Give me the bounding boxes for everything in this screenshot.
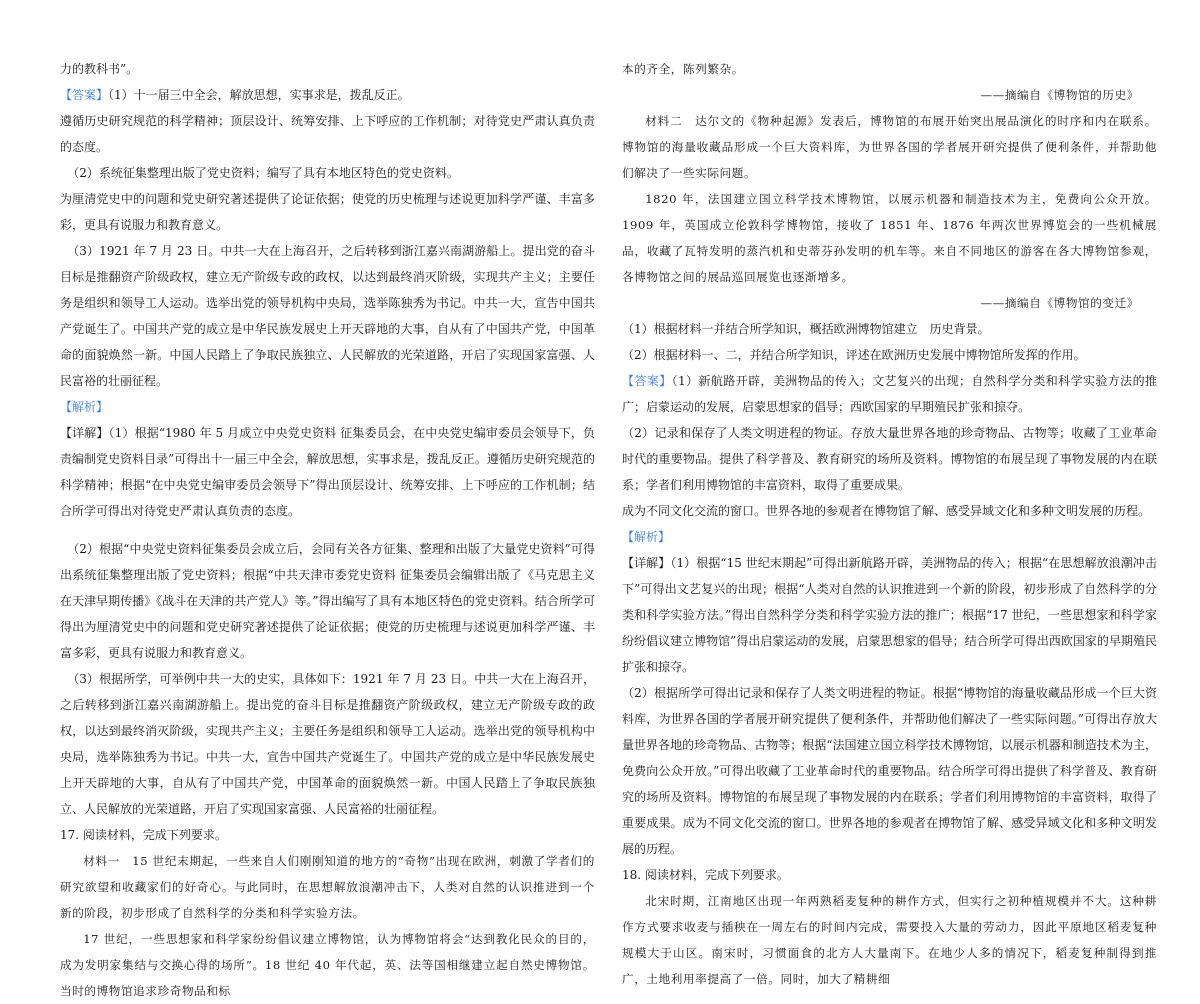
right-column [622,56,1157,992]
detail-text: （1）根据“15 世纪末期起”可得出新航路开辟，美洲物品的传入；根据“在思想解放浪潮冲击下”可得出文艺复兴的出现；根据“人类对自然的认识推进到一个新的阶段，初步形成了自然科学的分类和科学实验方法。”得出自然科学分类和科学实验方法的推广；根据“17 世纪，一些思想家和科学家纷纷倡议建立博物馆”得出启蒙运动的发展，启蒙思想家的倡导；结合所学可得出西欧国家的早期殖民扩张和掠夺。 [622,556,1157,674]
paragraph: （2）根据“中央党史资料征集委员会成立后，会同有关各方征集、整理和出版了大量党史资料”可得出系统征集整理出版了党史资料；根据“中共天津市委党史资料 征集委员会编辑出版了《马克思主义在天津早期传播》《战斗在天津的共产党人》等。”得出编写了具有本地区特色的党史资料。结合所学可得出为厘清党史中的问题和党史研究著述提供了论证依据；使党的历史梳理与述说更加科学严谨、丰富多彩，更具有说服力和教育意义。 [60,542,595,660]
question-item: （1）根据材料一并结合所学知识，概括欧洲博物馆建立 历史背景。 [622,322,990,336]
paragraph: 为厘清党史中的问题和党史研究著述提供了论证依据；使党的历史梳理与述说更加科学严谨、丰富多彩，更具有说服力和教育意义。 [60,192,595,232]
paragraph: 成为不同文化交流的窗口。世界各地的参观者在博物馆了解、感受异域文化和多种文明发展的历程。 [622,504,1151,518]
left-column [60,56,595,1004]
answer-text: （1）新航路开辟，美洲物品的传入；文艺复兴的出现；自然科学分类和科学实验方法的推广；启蒙运动的发展，启蒙思想家的倡导；西欧国家的早期殖民扩张和掠夺。 [622,374,1157,414]
material-paragraph: 17 世纪，一些思想家和科学家纷纷倡议建立博物馆，认为博物馆将会“达到教化民众的目的，成为发明家集结与交换心得的场所”。18 世纪 40 年代起，英、法等国相继建立起自然史博物馆。当时的博物馆追求珍奇物品和标 [60,932,595,998]
answer-line [60,82,595,108]
paragraph: （2）记录和保存了人类文明进程的物证。存放大量世界各地的珍奇物品、古物等；收藏了工业革命时代的重要物品。提供了科学普及、教育研究的场所及资料。博物馆的布展呈现了事物发展的内在联系；学者们利用博物馆的丰富资料，取得了重要成果。 [622,426,1157,492]
material-paragraph: 1820 年，法国建立国立科学技术博物馆，以展示机器和制造技术为主，免费向公众开放。1909 年，英国成立伦敦科学博物馆，接收了 1851 年、1876 年两次世界博览会的一些机械展品，收藏了瓦特发明的蒸汽机和史蒂芬孙发明的机车等。来自不同地区的游客在各大博物馆参观，各博物馆之间的展品巡回展览也逐渐增多。 [622,192,1157,284]
detail-label: 【详解】 [60,426,109,440]
detail-paragraph [622,550,1157,680]
source-citation: ——摘编自《博物馆的变迁》 [980,296,1139,310]
paragraph: （3）根据所学，可举例中共一大的史实，具体如下：1921 年 7 月 23 日。中共一大在上海召开，之后转移到浙江嘉兴南湖游船上。提出党的奋斗目标是推翻资产阶级政权，建立无产阶级专政的政权，以达到最终消灭阶级，实现共产主义；主要任务是组织和领导工人运动。选举出党的领导机构中央局，选举陈独秀为书记。中共一大，宣告中国共产党诞生了。中国共产党的成立是中华民族发展史上开天辟地的大事，自从有了中国共产党，中国革命的面貌焕然一新。中国人民踏上了争取民族独立、人民解放的光荣道路，开启了实现国家富强、人民富裕的壮丽征程。 [60,672,595,816]
answer-label: 【答案】 [60,88,109,102]
detail-text: （1）根据“1980 年 5 月成立中央党史资料 征集委员会，在中央党史编审委员会领导下，负责编制党史资料目录”可得出十一届三中全会，解放思想，实事求是，拨乱反正。遵循历史研究规范的科学精神；根据“在中央党史编审委员会领导下”得出顶层设计、统筹安排、上下呼应的工作机制；结合所学可得出对待党史严肃认真负责的态度。 [60,426,595,518]
question-heading: 18. 阅读材料，完成下列要求。 [622,868,789,882]
detail-label: 【详解】 [622,556,671,570]
answer-line [622,368,1157,420]
analysis-label: 【解析】 [60,400,109,414]
analysis-heading [622,524,1157,550]
question-item: （2）根据材料一、二，并结合所学知识，评述在欧洲历史发展中博物馆所发挥的作用。 [622,348,1086,362]
paragraph: （2）根据所学可得出记录和保存了人类文明进程的物证。根据“博物馆的海量收藏品形成一个巨大资料库，为世界各国的学者展开研究提供了便利条件，并帮助他们解决了一些实际问题。”可得出存放大量世界各地的珍奇物品、古物等；根据“法国建立国立科学技术博物馆，以展示机器和制造技术为主，免费向公众开放。”可得出收藏了工业革命时代的重要物品。结合所学可得出提供了科学普及、教育研究的场所及资料。博物馆的布展呈现了事物发展的内在联系；学者们利用博物馆的丰富资料，取得了重要成果。成为不同文化交流的窗口。世界各地的参观者在博物馆了解、感受异域文化和多种文明发展的历程。 [622,686,1157,856]
analysis-heading [60,394,595,420]
spacer [60,524,595,536]
material-paragraph: 材料二 达尔文的《物种起源》发表后，博物馆的布展开始突出展品演化的时序和内在联系。博物馆的海量收藏品形成一个巨大资料库，为世界各国的学者展开研究提供了便利条件，并帮助他们解决了一些实际问题。 [622,114,1157,180]
paragraph: 遵循历史研究规范的科学精神；顶层设计、统筹安排、上下呼应的工作机制；对待党史严肃认真负责的态度。 [60,114,595,154]
question-heading: 17. 阅读材料，完成下列要求。 [60,828,227,842]
detail-paragraph [60,420,595,524]
paragraph: 力的教科书”。 [60,62,139,76]
material-paragraph: 本的齐全，陈列繁杂。 [622,62,744,76]
paragraph: （3）1921 年 7 月 23 日。中共一大在上海召开，之后转移到浙江嘉兴南湖游船上。提出党的奋斗目标是推翻资产阶级政权，建立无产阶级专政的政权，以达到最终消灭阶级，实现共产主义；主要任务是组织和领导工人运动。选举出党的领导机构中央局，选举陈独秀为书记。中共一大，宣告中国共产党诞生了。中国共产党的成立是中华民族发展史上开天辟地的大事，自从有了中国共产党，中国革命的面貌焕然一新。中国人民踏上了争取民族独立、人民解放的光荣道路，开启了实现国家富强、人民富裕的壮丽征程。 [60,244,595,388]
material-paragraph: 北宋时期，江南地区出现一年两熟稻麦复种的耕作方式，但实行之初种植规模并不大。这种耕作方式要求收麦与插秧在一周左右的时间内完成，需要投入大量的劳动力，因此平原地区稻麦复种规模大于山区。南宋时，习惯面食的北方人大量南下。在地少人多的情况下，稻麦复种制得到推广，土地利用率提高了一倍。同时，加大了精耕细 [622,894,1157,986]
material-paragraph: 材料一 15 世纪末期起，一些来自人们刚刚知道的地方的“奇物”出现在欧洲，刺激了学者们的研究欲望和收藏家们的好奇心。与此同时，在思想解放浪潮冲击下，人类对自然的认识推进到一个新的阶段，初步形成了自然科学的分类和科学实验方法。 [60,854,595,920]
answer-label: 【答案】 [622,374,672,388]
analysis-label: 【解析】 [622,530,671,544]
source-citation: ——摘编自《博物馆的历史》 [980,88,1139,102]
answer-text: （1）十一届三中全会，解放思想，实事求是，拨乱反正。 [108,88,410,102]
paragraph: （2）系统征集整理出版了党史资料；编写了具有本地区特色的党史资料。 [67,166,459,180]
